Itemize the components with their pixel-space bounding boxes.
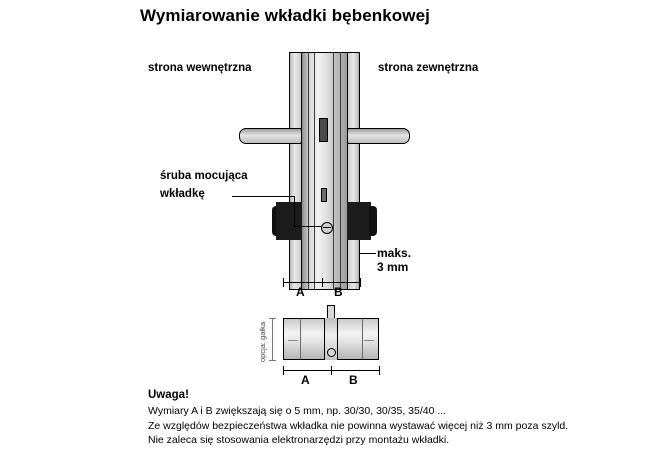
label-screw-line1: śruba mocująca [160,170,248,182]
label-inside: strona wewnętrzna [148,62,252,74]
dimension-tick [331,366,332,375]
label-screw-line2: wkładkę [160,188,205,200]
side-height-tick [269,318,276,319]
dimension-label-a: A [296,285,305,299]
note-line-2: Ze względów bezpieczeństwa wkładka nie powinna wystawać więcej niż 3 mm poza szyld. [148,419,569,432]
dimension-tick [283,366,284,375]
dimension-tick [379,366,380,375]
dimension-label-a-side: A [301,373,310,387]
cylinder-side-screw-hole [327,348,336,357]
side-keyway-line [288,340,298,341]
page-title: Wymiarowanie wkładki bębenkowej [140,6,430,25]
side-detail-line [300,319,301,359]
side-detail-line [362,319,363,359]
label-max-line1: maks. [377,246,412,260]
side-height-dimension [272,318,273,360]
label-knob-option: opcja: gałka [258,321,267,362]
cylinder-cam-tail [327,305,335,319]
note-line-3: Nie zaleca się stosowania elektronarzędzi przy montażu wkładki. [148,434,450,446]
side-height-tick [269,360,276,361]
label-outside: strona zewnętrzna [378,62,479,74]
note-body [148,404,618,448]
dimension-label-b: B [334,285,343,299]
dimension-label-b-side: B [349,373,358,387]
note-heading: Uwaga! [148,389,189,401]
note-line-1: Wymiary A i B zwiększają się o 5 mm, np. 30/30, 30/35, 35/40 ... [148,405,447,417]
side-keyway-line [364,340,374,341]
label-max-line2: 3 mm [377,260,409,274]
